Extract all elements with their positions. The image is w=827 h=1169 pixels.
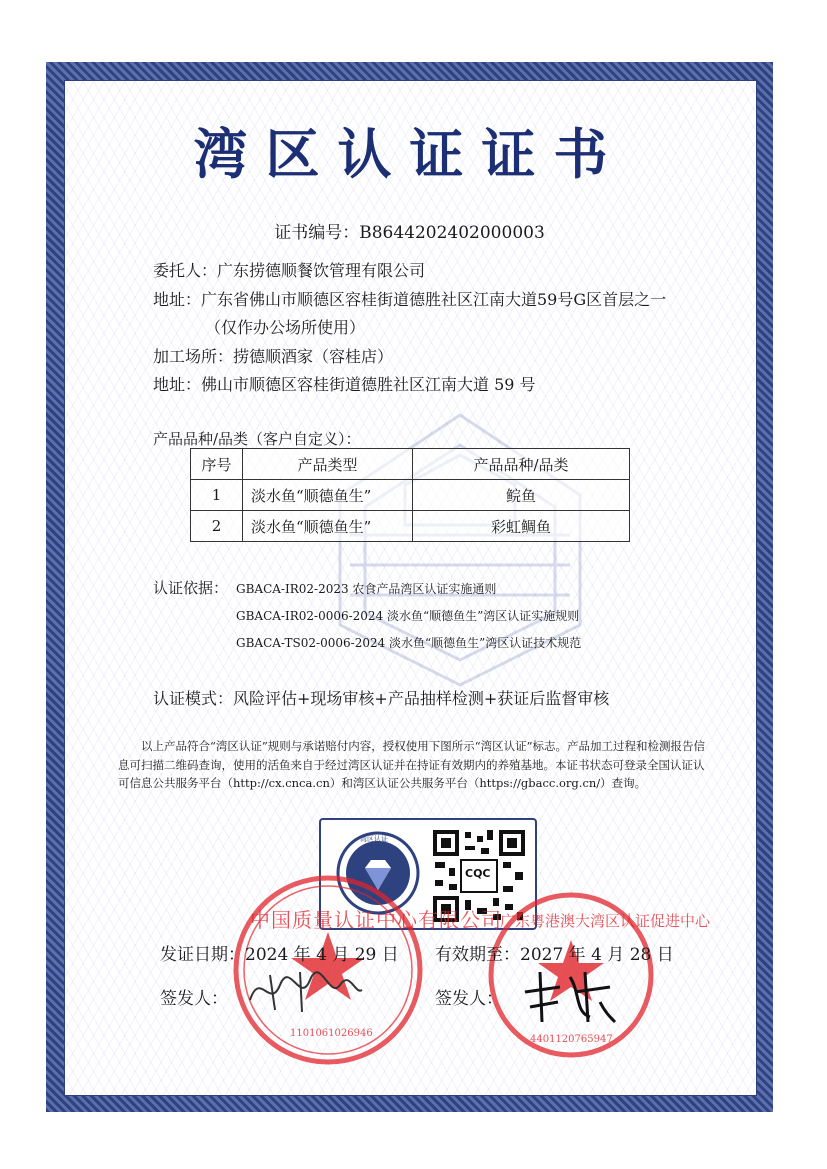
table-header: 产品品种/品类 <box>413 449 630 480</box>
valid-until-date: 有效期至：2027 年 4 月 28 日 <box>435 945 674 965</box>
certificate-number: 证书编号：B8644202402000003 <box>274 223 545 243</box>
products-label: 产品品种/品类（客户自定义）： <box>153 430 361 448</box>
table-cell: 鲩鱼 <box>413 480 630 511</box>
issue-date: 发证日期：2024 年 4 月 29 日 <box>160 945 399 965</box>
left-signature-icon <box>240 960 370 1020</box>
table-header: 产品类型 <box>243 449 413 480</box>
table-header: 序号 <box>191 449 243 480</box>
basis-item: GBACA-IR02-2023 农食产品湾区认证实施通则 <box>236 582 497 596</box>
left-seal-number: 1101061026946 <box>290 1028 373 1039</box>
table-cell: 1 <box>191 480 243 511</box>
signer-label: 签发人： <box>160 989 228 1009</box>
basis-item: GBACA-TS02-0006-2024 淡水鱼“顺德鱼生”湾区认证技术规范 <box>236 636 582 650</box>
client-address-note: （仅作办公场所使用） <box>205 318 366 337</box>
table-row <box>191 511 630 542</box>
signer-label: 签发人： <box>435 989 503 1009</box>
table-cell: 淡水鱼“顺德鱼生” <box>243 511 413 542</box>
certificate-title: 湾区认证证书 <box>193 122 626 186</box>
left-seal-text: 中国质量认证中心有限公司 <box>250 908 502 932</box>
table-cell: 2 <box>191 511 243 542</box>
client-address: 地址：广东省佛山市顺德区容桂街道德胜社区江南大道59号G区首层之一 <box>153 290 667 309</box>
table-header-row <box>191 449 630 480</box>
table-cell: 彩虹鲷鱼 <box>413 511 630 542</box>
right-seal-number: 4401120765947 <box>530 1034 613 1045</box>
factory-address: 地址：佛山市顺德区容桂街道德胜社区江南大道 59 号 <box>153 375 536 394</box>
basis-label: 认证依据： <box>153 579 229 597</box>
certificate-statement: 以上产品符合“湾区认证”规则与承诺赔付内容，授权使用下图所示“湾区认证”标志。产品加工过程和检测报告信息可扫描二维码查询，使用的活鱼来自于经过湾区认证并在持证有效期内的养殖基地。本证书状态可登录全国认证认可信息公共服务平台（http://cx.cnca.cn）和湾区认证公共服务平台（https://gbacc.org.cn/）查询。 <box>118 739 706 790</box>
basis-item: GBACA-IR02-0006-2024 淡水鱼“顺德鱼生”湾区认证实施规则 <box>236 609 580 623</box>
client-name: 委托人：广东捞德顺餐饮管理有限公司 <box>153 261 426 280</box>
qr-badge-text: CQC <box>465 867 491 880</box>
table-row <box>191 480 630 511</box>
factory-name: 加工场所：捞德顺酒家（容桂店） <box>153 347 394 366</box>
table-cell: 淡水鱼“顺德鱼生” <box>243 480 413 511</box>
logo-text: 湾区认证 <box>360 835 388 843</box>
certification-mode: 认证模式：风险评估+现场审核+产品抽样检测+获证后监督审核 <box>153 689 610 708</box>
right-signature-icon <box>520 962 620 1032</box>
products-table <box>190 448 630 542</box>
right-seal-text: 广东粤港澳大湾区认证促进中心 <box>500 912 711 930</box>
